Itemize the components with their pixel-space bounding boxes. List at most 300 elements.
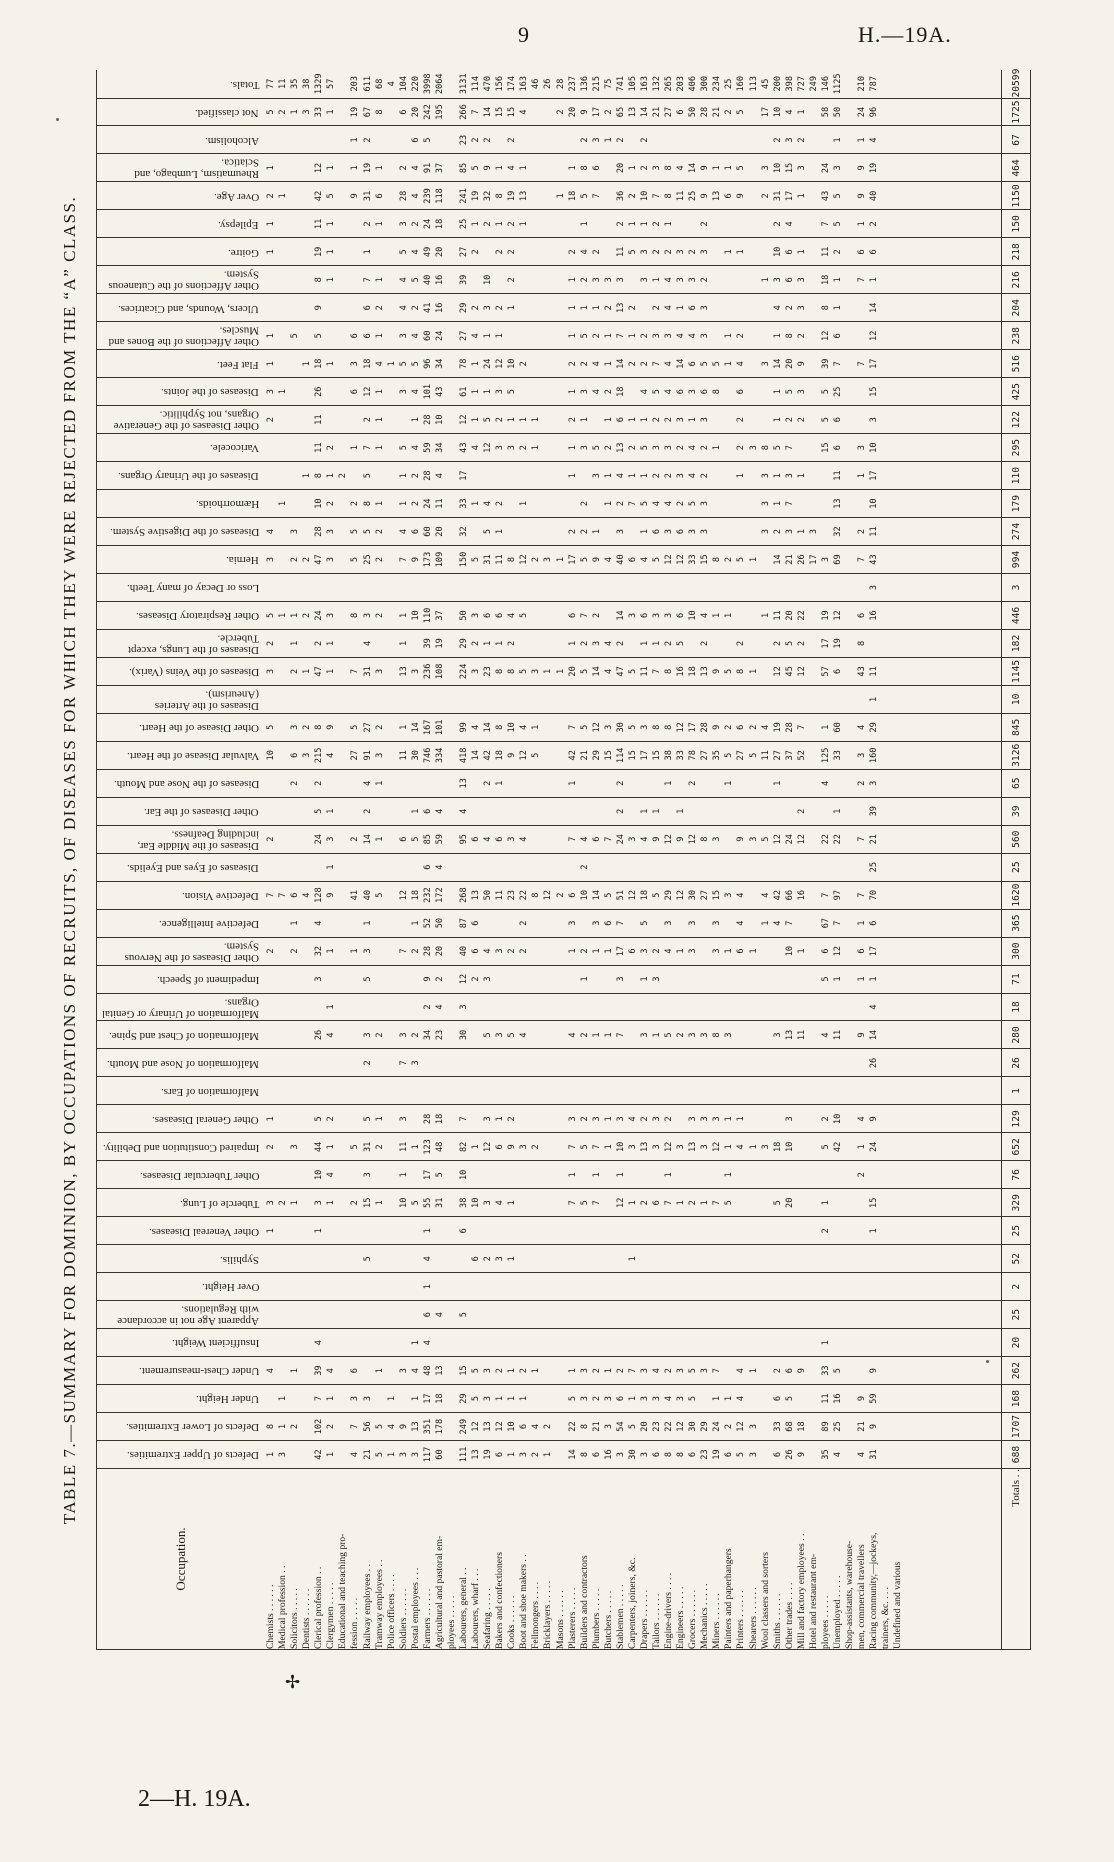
cell-value: 2 bbox=[615, 137, 626, 143]
cell-value bbox=[277, 1217, 289, 1244]
cell-value: 21 bbox=[857, 1421, 868, 1432]
column-values bbox=[265, 881, 1002, 909]
cell-value bbox=[301, 1385, 313, 1412]
cell-value: 6 bbox=[362, 333, 373, 339]
cell-value: 2 bbox=[664, 1116, 675, 1122]
cell-value: 787 bbox=[869, 76, 880, 92]
cell-value: 1 bbox=[278, 193, 289, 199]
cell-value bbox=[301, 1189, 313, 1216]
cell-value bbox=[723, 574, 735, 601]
cell-value bbox=[289, 574, 301, 601]
column-header-text: Syphilis. bbox=[220, 1253, 259, 1266]
cell-value bbox=[796, 686, 808, 713]
cell-value: 2 bbox=[374, 1032, 385, 1038]
cell-value bbox=[868, 1273, 880, 1300]
cell-value bbox=[687, 1301, 699, 1328]
cell-value bbox=[603, 602, 615, 629]
cell-value bbox=[362, 1217, 374, 1244]
cell-value bbox=[374, 1385, 386, 1412]
cell-value: 3 bbox=[639, 724, 650, 730]
column-header bbox=[97, 1245, 266, 1273]
column-header bbox=[97, 685, 266, 713]
cell-value: 746 bbox=[422, 747, 433, 764]
column-total: 122 bbox=[1002, 406, 1031, 434]
cell-value bbox=[772, 1273, 784, 1300]
cell-value bbox=[651, 770, 663, 797]
cell-value: 14 bbox=[483, 722, 494, 733]
occupation-label: ployees . . . . . bbox=[445, 1595, 457, 1649]
cell-value: 1 bbox=[567, 165, 578, 171]
cell-value: 27 bbox=[459, 246, 469, 258]
cell-value bbox=[530, 1189, 542, 1216]
cell-value: 1 bbox=[290, 920, 301, 926]
cell-value bbox=[627, 1161, 639, 1188]
cell-value bbox=[325, 1245, 337, 1272]
cell-value bbox=[518, 574, 530, 601]
cell-value: 4 bbox=[688, 333, 699, 339]
cell-value: 1 bbox=[869, 277, 880, 283]
cell-value bbox=[591, 574, 603, 601]
cell-value: 3 bbox=[808, 528, 819, 535]
cell-value: 29 bbox=[459, 638, 469, 649]
cell-value: 1 bbox=[398, 724, 409, 730]
cell-value: 2 bbox=[266, 836, 276, 842]
cell-value: 215 bbox=[314, 747, 325, 764]
cell-value: 14 bbox=[483, 106, 494, 118]
cell-value: 3 bbox=[748, 445, 759, 451]
cell-value bbox=[542, 714, 554, 741]
cell-value: 2 bbox=[772, 221, 783, 227]
cell-value: 1 bbox=[724, 1395, 735, 1402]
cell-value: 7 bbox=[820, 221, 831, 227]
cell-value bbox=[446, 70, 458, 98]
cell-value: 30 bbox=[688, 889, 699, 901]
cell-value bbox=[639, 770, 651, 797]
cell-value: 5 bbox=[760, 836, 771, 842]
cell-value bbox=[446, 1189, 458, 1216]
cell-value bbox=[651, 1329, 663, 1356]
cell-value: 3 bbox=[784, 1116, 795, 1122]
cell-value: 24 bbox=[869, 1141, 880, 1153]
cell-value: 30 bbox=[627, 1449, 638, 1460]
cell-value bbox=[639, 686, 651, 713]
cell-value: 8 bbox=[712, 389, 723, 395]
cell-value: 2 bbox=[579, 1116, 590, 1122]
cell-value bbox=[337, 1329, 349, 1356]
cell-value bbox=[446, 1329, 458, 1356]
cell-value bbox=[446, 1049, 458, 1076]
column-total: 1707 bbox=[1002, 1413, 1031, 1441]
cell-value: 1 bbox=[290, 640, 301, 647]
cell-value bbox=[615, 1329, 627, 1356]
cell-value bbox=[663, 966, 675, 993]
cell-value: 57 bbox=[326, 78, 337, 89]
column-header-text: Malformation of Urinary or Genital Organs. bbox=[101, 996, 259, 1020]
cell-value bbox=[567, 1329, 579, 1356]
cell-value: 12 bbox=[483, 442, 494, 453]
cell-value bbox=[579, 574, 591, 601]
cell-value: 21 bbox=[712, 106, 723, 118]
cell-value: 1 bbox=[567, 948, 578, 954]
cell-value bbox=[808, 1329, 820, 1356]
cell-value bbox=[784, 1245, 796, 1272]
cell-value: 2 bbox=[278, 109, 289, 115]
cell-value bbox=[808, 1105, 820, 1132]
cell-value bbox=[760, 854, 772, 881]
cell-value: 15 bbox=[507, 106, 518, 118]
cell-value: 2 bbox=[266, 193, 276, 199]
cell-value: 2 bbox=[519, 920, 530, 926]
cell-value bbox=[844, 602, 856, 629]
cell-value bbox=[518, 322, 530, 349]
cell-value: 3 bbox=[772, 277, 783, 283]
cell-value: 7 bbox=[857, 277, 868, 283]
cell-value bbox=[808, 826, 820, 853]
cell-value: 7 bbox=[857, 836, 868, 842]
cell-value: 3 bbox=[627, 612, 638, 619]
cell-value bbox=[446, 742, 458, 769]
cell-value: 2 bbox=[591, 1395, 602, 1402]
cell-value: 30 bbox=[410, 750, 421, 761]
cell-value: 2 bbox=[857, 528, 868, 535]
cell-value bbox=[760, 378, 772, 405]
cell-value: 3 bbox=[302, 752, 313, 758]
cell-value: 1 bbox=[398, 640, 409, 647]
cell-value: 1 bbox=[820, 1200, 831, 1206]
cell-value bbox=[591, 406, 603, 433]
cell-value bbox=[735, 518, 747, 545]
cell-value bbox=[434, 127, 446, 154]
cell-value: 2 bbox=[483, 780, 494, 786]
cell-value: 1 bbox=[796, 193, 807, 199]
cell-value bbox=[844, 1133, 856, 1160]
cell-value bbox=[446, 854, 458, 881]
cell-value bbox=[748, 294, 760, 321]
cell-value: 5 bbox=[603, 892, 614, 898]
cell-value: 2 bbox=[471, 640, 482, 647]
cell-value bbox=[530, 238, 542, 265]
cell-value: 4 bbox=[760, 724, 771, 730]
cell-value: 2 bbox=[326, 500, 337, 507]
column-total: 150 bbox=[1002, 210, 1031, 238]
cell-value: 17 bbox=[869, 470, 880, 481]
cell-value: 8 bbox=[495, 193, 506, 199]
cell-value: 12 bbox=[362, 386, 373, 397]
column-total: 1145 bbox=[1002, 657, 1031, 685]
cell-value: 1 bbox=[627, 165, 638, 171]
cell-value bbox=[675, 1301, 687, 1328]
cell-value: 3 bbox=[772, 1032, 783, 1038]
cell-value: 3 bbox=[615, 277, 626, 283]
cell-value bbox=[289, 854, 301, 881]
cell-value: 2 bbox=[374, 305, 385, 311]
column-header-text: Defective Vision. bbox=[182, 889, 259, 902]
cell-value bbox=[868, 1161, 880, 1188]
cell-value: 1 bbox=[736, 1116, 747, 1122]
cell-value: 3 bbox=[266, 668, 276, 674]
cell-value bbox=[446, 1273, 458, 1300]
cell-value bbox=[446, 518, 458, 545]
cell-value bbox=[579, 910, 591, 937]
cell-value bbox=[374, 854, 386, 881]
cell-value bbox=[530, 1301, 542, 1328]
cell-value: 4 bbox=[507, 165, 518, 171]
cell-value: 2 bbox=[627, 445, 638, 451]
cell-value bbox=[687, 630, 699, 657]
cell-value bbox=[784, 1049, 796, 1076]
cell-value bbox=[748, 1049, 760, 1076]
column-values bbox=[265, 574, 1002, 602]
cell-value: 9 bbox=[796, 361, 807, 367]
cell-value bbox=[808, 630, 820, 657]
cell-value bbox=[494, 1329, 506, 1356]
cell-value bbox=[446, 910, 458, 937]
cell-value: 7 bbox=[567, 724, 578, 730]
cell-value: 8 bbox=[784, 333, 795, 339]
cell-value: 2 bbox=[567, 417, 578, 423]
cell-value bbox=[277, 994, 289, 1021]
cell-value: 6 bbox=[688, 361, 699, 367]
cell-value: 3 bbox=[579, 1368, 590, 1374]
column-total: 1725 bbox=[1002, 98, 1031, 126]
cell-value: 2 bbox=[832, 249, 843, 255]
cell-value: 42 bbox=[832, 1141, 843, 1153]
cell-value bbox=[880, 630, 892, 657]
cell-value bbox=[337, 1133, 349, 1160]
cell-value: 2 bbox=[591, 612, 602, 619]
cell-value bbox=[518, 630, 530, 657]
cell-value bbox=[772, 686, 784, 713]
cell-value: 1 bbox=[603, 333, 614, 339]
occupation-label: Plasterers . . . . . bbox=[566, 1587, 578, 1649]
cell-value: 8 bbox=[652, 724, 662, 730]
cell-value: 2 bbox=[410, 473, 421, 479]
cell-value bbox=[555, 1217, 567, 1244]
cell-value bbox=[784, 1273, 796, 1300]
cell-value bbox=[555, 1245, 567, 1272]
cell-value: 7 bbox=[857, 892, 868, 898]
cell-value: 1 bbox=[519, 1395, 530, 1402]
cell-value bbox=[567, 994, 579, 1021]
column-total: 464 bbox=[1002, 154, 1031, 182]
column-total: 76 bbox=[1002, 1161, 1031, 1189]
cell-value bbox=[410, 1077, 422, 1104]
cell-value bbox=[470, 1329, 482, 1356]
cell-value bbox=[337, 630, 349, 657]
cell-value bbox=[337, 882, 349, 909]
cell-value bbox=[410, 966, 422, 993]
cell-value: 18 bbox=[567, 190, 578, 202]
cell-value: 5 bbox=[519, 668, 530, 674]
cell-value: 21 bbox=[591, 1421, 602, 1432]
cell-value bbox=[699, 994, 711, 1021]
cell-value bbox=[735, 770, 747, 797]
column-total: 216 bbox=[1002, 266, 1031, 294]
cell-value: 24 bbox=[820, 162, 831, 174]
cell-value bbox=[603, 1077, 615, 1104]
cell-value: 1 bbox=[869, 976, 880, 982]
cell-value: 17 bbox=[459, 470, 469, 481]
cell-value: 163 bbox=[519, 76, 530, 92]
cell-value bbox=[627, 127, 639, 154]
cell-value: 3 bbox=[639, 1368, 650, 1374]
column-header-text: Other Diseases of the Generative Organs, not Syphilitic. bbox=[113, 408, 259, 433]
cell-value bbox=[567, 490, 579, 517]
cell-value: 4 bbox=[434, 864, 445, 870]
cell-value bbox=[277, 1357, 289, 1384]
cell-value: 17 bbox=[784, 190, 795, 202]
occupation-label: Painters and paperhangers bbox=[723, 1548, 735, 1649]
cell-value bbox=[820, 127, 832, 154]
cell-value bbox=[506, 994, 518, 1021]
cell-value bbox=[723, 210, 735, 237]
occupation-label: Bricklayers . . . . . bbox=[542, 1580, 554, 1649]
cell-value bbox=[856, 574, 868, 601]
cell-value: 4 bbox=[471, 445, 482, 451]
cell-value: 4 bbox=[386, 1423, 397, 1430]
cell-value bbox=[530, 966, 542, 993]
cell-value: 18 bbox=[434, 218, 445, 230]
cell-value: 123 bbox=[422, 1139, 433, 1155]
column-values bbox=[265, 1273, 1002, 1301]
cell-value: 60 bbox=[832, 722, 843, 733]
cell-value bbox=[277, 686, 289, 713]
cell-value bbox=[820, 462, 832, 489]
column-values bbox=[265, 294, 1002, 322]
cell-value: 10 bbox=[398, 1197, 409, 1208]
cell-value: 3 bbox=[615, 1451, 626, 1458]
cell-value: 47 bbox=[615, 666, 626, 677]
column-header-text: Over Height. bbox=[201, 1281, 259, 1294]
cell-value: 2 bbox=[531, 1451, 542, 1458]
cell-value: 15 bbox=[603, 750, 614, 761]
cell-value: 1 bbox=[857, 473, 868, 479]
cell-value: 5 bbox=[410, 277, 421, 283]
cell-value: 1 bbox=[796, 948, 807, 954]
cell-value: 3 bbox=[664, 333, 675, 339]
cell-value: 1 bbox=[627, 1256, 638, 1262]
cell-value: 39 bbox=[314, 1365, 325, 1376]
cell-value: 5 bbox=[820, 417, 831, 423]
cell-value bbox=[772, 1217, 784, 1244]
cell-value bbox=[555, 602, 567, 629]
cell-value bbox=[675, 574, 687, 601]
cell-value bbox=[289, 1385, 301, 1412]
cell-value bbox=[603, 1301, 615, 1328]
cell-value: 4 bbox=[736, 361, 747, 367]
cell-value bbox=[603, 1273, 615, 1300]
cell-value bbox=[735, 1161, 747, 1188]
cell-value bbox=[796, 574, 808, 601]
cell-value: 3 bbox=[760, 361, 771, 367]
cell-value: 12 bbox=[591, 722, 602, 733]
cell-value bbox=[735, 266, 747, 293]
cell-value bbox=[772, 1049, 784, 1076]
cell-value: 9 bbox=[869, 1116, 880, 1122]
cell-value bbox=[723, 294, 735, 321]
cell-value: 1 bbox=[772, 780, 783, 786]
cell-value bbox=[591, 1301, 603, 1328]
cell-value: 2 bbox=[495, 305, 506, 311]
cell-value: 1 bbox=[531, 417, 542, 423]
cell-value bbox=[446, 462, 458, 489]
column-header bbox=[97, 462, 266, 490]
cell-value: 1 bbox=[495, 165, 506, 171]
cell-value: 5 bbox=[410, 1200, 421, 1206]
cell-value: 3 bbox=[350, 361, 361, 367]
cell-value: 91 bbox=[422, 162, 433, 174]
cell-value: 2 bbox=[676, 500, 687, 507]
cell-value: 18 bbox=[772, 1141, 783, 1153]
cell-value: 1 bbox=[302, 361, 313, 367]
cell-value: 1 bbox=[567, 389, 578, 395]
cell-value bbox=[542, 630, 554, 657]
cell-value: 1 bbox=[688, 417, 699, 423]
cell-value bbox=[748, 1189, 760, 1216]
cell-value bbox=[386, 322, 398, 349]
cell-value: 173 bbox=[422, 551, 433, 568]
cell-value: 3 bbox=[398, 1116, 409, 1122]
cell-value: 1 bbox=[664, 221, 675, 227]
cell-value: 5 bbox=[652, 556, 662, 563]
cell-value: 101 bbox=[422, 383, 433, 400]
cell-value bbox=[542, 910, 554, 937]
occupation-label: Labourers, wharf . . . bbox=[470, 1568, 482, 1649]
cell-value bbox=[784, 854, 796, 881]
cell-value: 2 bbox=[350, 1200, 361, 1206]
cell-value: 8 bbox=[374, 109, 385, 115]
cell-value: 24 bbox=[422, 218, 433, 230]
cell-value: 2 bbox=[579, 1032, 590, 1038]
cell-value bbox=[277, 1245, 289, 1272]
cell-value bbox=[494, 1273, 506, 1300]
cell-value bbox=[289, 238, 301, 265]
cell-value bbox=[530, 462, 542, 489]
cell-value: 50 bbox=[832, 106, 843, 118]
cell-value: 4 bbox=[664, 948, 675, 954]
report-reference-top: H.—19A. bbox=[858, 22, 952, 47]
cell-value: 2 bbox=[688, 1200, 699, 1206]
cell-value: 1 bbox=[519, 221, 530, 227]
cell-value bbox=[856, 1329, 868, 1356]
cell-value bbox=[627, 966, 639, 993]
cell-value bbox=[301, 1301, 313, 1328]
cell-value: 7 bbox=[652, 193, 662, 199]
cell-value bbox=[735, 1022, 747, 1049]
cell-value bbox=[301, 966, 313, 993]
cell-value: 7 bbox=[857, 361, 868, 367]
cell-value: 4 bbox=[422, 1256, 433, 1262]
cell-value: 3 bbox=[531, 668, 542, 674]
cell-value bbox=[542, 770, 554, 797]
cell-value bbox=[723, 266, 735, 293]
cell-value bbox=[530, 1049, 542, 1076]
cell-value bbox=[760, 1217, 772, 1244]
cell-value bbox=[530, 378, 542, 405]
column-values bbox=[265, 909, 1002, 937]
cell-value bbox=[277, 1105, 289, 1132]
cell-value: 22 bbox=[820, 834, 831, 845]
cell-value: 4 bbox=[266, 528, 276, 535]
cell-value bbox=[687, 127, 699, 154]
cell-value: 17 bbox=[422, 1393, 433, 1404]
cell-value bbox=[663, 686, 675, 713]
cell-value bbox=[349, 574, 361, 601]
cell-value: 40 bbox=[362, 889, 373, 901]
cell-value bbox=[735, 686, 747, 713]
cell-value: 2 bbox=[627, 305, 638, 311]
cell-value bbox=[844, 966, 856, 993]
